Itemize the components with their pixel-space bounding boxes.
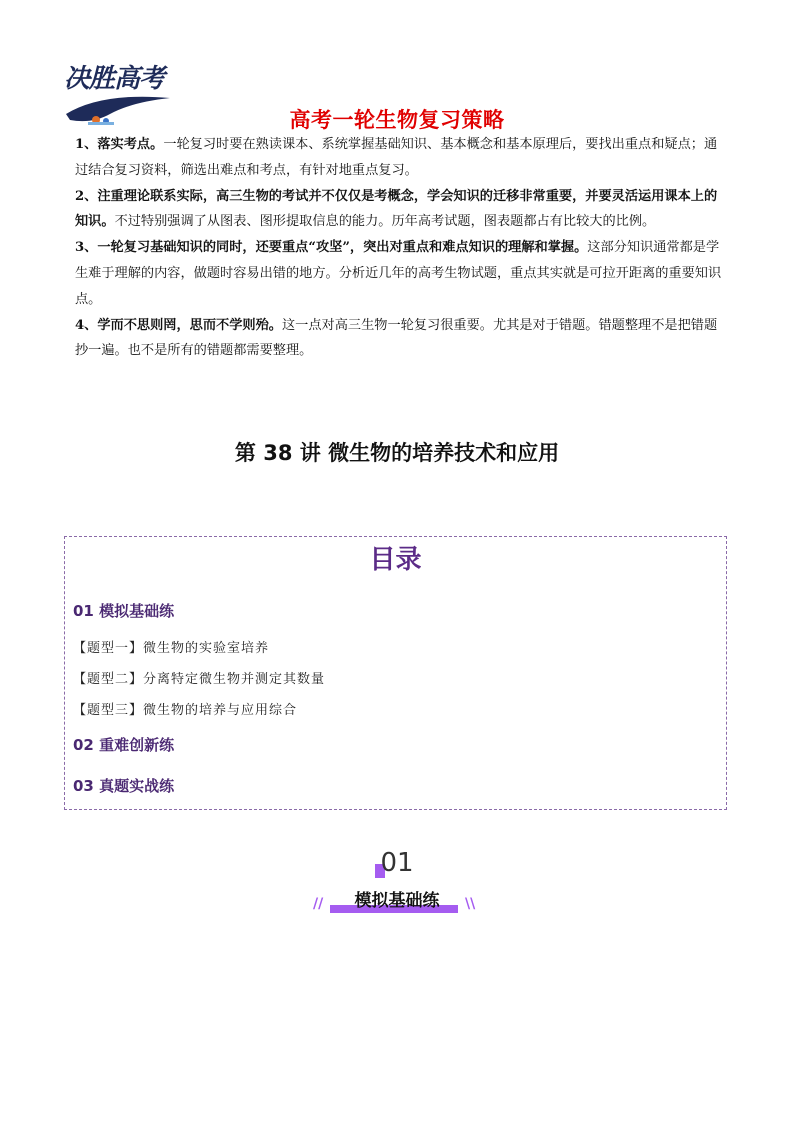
toc-section-3[interactable]: 03 真题实战练 (73, 777, 175, 795)
strategy-item: 3、一轮复习基础知识的同时，还要重点“攻坚”，突出对重点和难点知识的理解和掌握。这部分知识通常都是学生难于理解的内容，做题时容易出错的地方。分析近几年的高考生物试题，重点其实就是可拉开距离的重要知识点。 (75, 240, 722, 307)
section-title: 模拟基础练 (354, 891, 440, 911)
right-slash-decoration: \\ (465, 896, 476, 912)
toc-type-3[interactable]: 【题型三】微生物的培养与应用综合 (73, 703, 298, 718)
strategy-item: 4、学而不思则罔，思而不学则殆。这一点对高三生物一轮复习很重要。尤其是对于错题。错题整理不是把错题抄一遍。也不是所有的错题都需要整理。 (75, 317, 718, 359)
strategy-title: 高考一轮生物复习策略 (289, 108, 505, 132)
table-of-contents (64, 536, 727, 810)
left-slash-decoration: // (313, 896, 324, 912)
section-number: 01 (380, 848, 414, 878)
toc-title: 目录 (369, 545, 422, 575)
strategy-item: 1、落实考点。一轮复习时要在熟读课本、系统掌握基础知识、基本概念和基本原理后，要找出重点和疑点；通过结合复习资料，筛选出难点和考点，有针对地重点复习。 (75, 137, 718, 178)
toc-section-1[interactable]: 01 模拟基础练 (73, 602, 175, 620)
toc-section-2[interactable]: 02 重难创新练 (73, 736, 175, 754)
toc-type-2[interactable]: 【题型二】分离特定微生物并测定其数量 (73, 672, 326, 687)
logo-text: 决胜高考 (64, 64, 165, 94)
strategy-item: 2、注重理论联系实际，高三生物的考试并不仅仅是考概念，学会知识的迁移非常重要，并要灵活运用课本上的知识。不过特别强调了从图表、图形提取信息的能力。历年高考试题，图表题都占有比较大的比例。 (75, 188, 718, 230)
toc-type-1[interactable]: 【题型一】微生物的实验室培养 (73, 641, 270, 656)
lecture-title: 第 38 讲 微生物的培养技术和应用 (234, 441, 560, 465)
strategy-list (75, 132, 723, 364)
